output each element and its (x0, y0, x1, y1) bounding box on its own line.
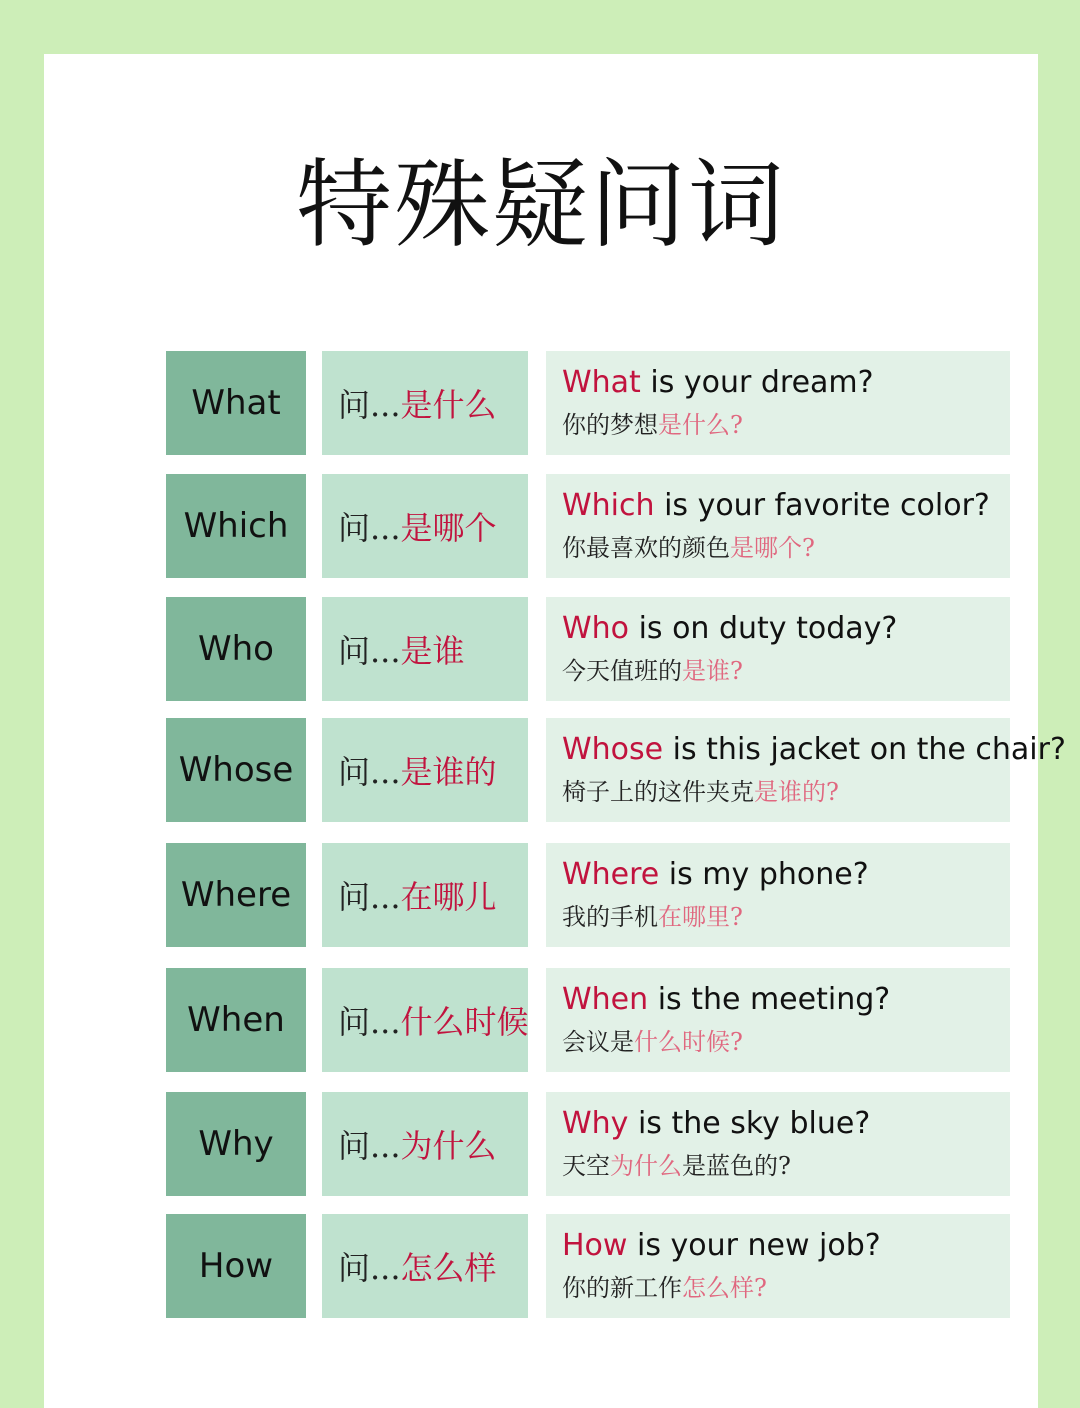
meaning-cell (322, 718, 528, 822)
table-row (166, 351, 1010, 455)
meaning-cell (322, 843, 528, 947)
example-cell (546, 351, 1010, 455)
meaning-text: 在哪儿 (400, 878, 497, 916)
example-english (562, 1224, 1010, 1268)
meaning-cell (322, 474, 528, 578)
question-word-text: What (191, 383, 281, 423)
table-row (166, 1092, 1010, 1196)
question-word-text: Why (198, 1124, 274, 1164)
question-word-text: When (187, 1000, 285, 1040)
question-word (166, 351, 306, 455)
example-keyword: Why (562, 1106, 629, 1141)
example-keyword: Who (562, 611, 630, 646)
meaning-prefix: 问... (338, 509, 401, 547)
example-zh-prefix: 天空 (562, 1152, 610, 1180)
content-card (44, 54, 1066, 1408)
meaning-text: 为什么 (400, 1127, 497, 1165)
example-keyword: Whose (562, 732, 664, 767)
meaning-text: 是哪个 (400, 509, 497, 547)
example-cell (546, 843, 1010, 947)
example-english (562, 728, 1066, 772)
example-zh-prefix: 会议是 (562, 1028, 634, 1056)
example-rest: is your new job? (627, 1228, 881, 1263)
example-chinese (562, 1270, 1010, 1306)
table-row (166, 597, 1010, 701)
example-rest: is your favorite color? (654, 488, 990, 523)
example-cell (546, 1214, 1010, 1318)
example-zh-suffix: 是蓝色的? (682, 1152, 791, 1180)
example-rest: is this jacket on the chair? (663, 732, 1066, 767)
table-row (166, 968, 1010, 1072)
meaning-cell (322, 351, 528, 455)
example-keyword: Where (562, 857, 660, 892)
example-zh-highlight: 是谁的? (754, 778, 839, 806)
table-row (166, 843, 1010, 947)
question-word (166, 718, 306, 822)
meaning-prefix: 问... (338, 1249, 401, 1287)
example-zh-prefix: 我的手机 (562, 903, 658, 931)
example-zh-prefix: 你的梦想 (562, 411, 658, 439)
example-english (562, 853, 1010, 897)
meaning-text: 怎么样 (400, 1249, 497, 1287)
example-chinese (562, 899, 1010, 935)
meaning-prefix: 问... (338, 386, 401, 424)
example-keyword: What (562, 365, 641, 400)
example-zh-prefix: 椅子上的这件夹克 (562, 778, 754, 806)
example-chinese (562, 407, 1010, 443)
example-zh-highlight: 是谁? (682, 657, 743, 685)
example-english (562, 1102, 1010, 1146)
meaning-text: 是什么 (400, 386, 497, 424)
example-cell (546, 968, 1010, 1072)
question-word (166, 968, 306, 1072)
example-zh-prefix: 你的新工作 (562, 1274, 682, 1302)
example-rest: is the sky blue? (628, 1106, 871, 1141)
example-cell (546, 474, 1010, 578)
example-chinese (562, 774, 1010, 810)
question-word (166, 1092, 306, 1196)
example-chinese (562, 653, 1010, 689)
meaning-text: 是谁的 (400, 753, 497, 791)
example-chinese (562, 530, 1010, 566)
example-rest: is my phone? (659, 857, 869, 892)
question-word (166, 474, 306, 578)
example-rest: is the meeting? (648, 982, 891, 1017)
example-chinese (562, 1024, 1010, 1060)
page-title: 特殊疑问词 (296, 149, 786, 261)
meaning-text: 什么时候 (400, 1003, 529, 1041)
example-rest: is on duty today? (629, 611, 898, 646)
question-word-text: Where (180, 875, 292, 915)
question-word (166, 1214, 306, 1318)
meaning-prefix: 问... (338, 753, 401, 791)
example-english (562, 978, 1010, 1022)
question-word-text: How (198, 1246, 274, 1286)
meaning-prefix: 问... (338, 632, 401, 670)
table-row (166, 718, 1066, 822)
example-zh-highlight: 在哪里? (658, 903, 743, 931)
example-keyword: How (562, 1228, 628, 1263)
example-zh-highlight: 为什么 (610, 1152, 682, 1180)
question-word-text: Who (198, 629, 274, 669)
meaning-cell (322, 1214, 528, 1318)
example-zh-prefix: 今天值班的 (562, 657, 682, 685)
example-english (562, 607, 1010, 651)
example-zh-highlight: 怎么样? (682, 1274, 767, 1302)
question-word (166, 597, 306, 701)
example-cell (546, 1092, 1010, 1196)
example-zh-highlight: 是哪个? (730, 534, 815, 562)
meaning-prefix: 问... (338, 1127, 401, 1165)
question-word-text: Whose (178, 750, 294, 790)
example-rest: is your dream? (640, 365, 874, 400)
question-word-text: Which (183, 506, 289, 546)
example-cell (546, 597, 1010, 701)
example-chinese (562, 1148, 1010, 1184)
example-keyword: When (562, 982, 649, 1017)
meaning-text: 是谁 (400, 632, 465, 670)
question-word (166, 843, 306, 947)
example-zh-highlight: 是什么? (658, 411, 743, 439)
example-zh-highlight: 什么时候? (634, 1028, 743, 1056)
example-english (562, 484, 1010, 528)
meaning-cell (322, 968, 528, 1072)
example-keyword: Which (562, 488, 655, 523)
table-row (166, 1214, 1010, 1318)
example-cell (546, 718, 1066, 822)
meaning-prefix: 问... (338, 1003, 401, 1041)
example-zh-prefix: 你最喜欢的颜色 (562, 534, 730, 562)
meaning-cell (322, 597, 528, 701)
meaning-prefix: 问... (338, 878, 401, 916)
table-row (166, 474, 1010, 578)
meaning-cell (322, 1092, 528, 1196)
example-english (562, 361, 1010, 405)
